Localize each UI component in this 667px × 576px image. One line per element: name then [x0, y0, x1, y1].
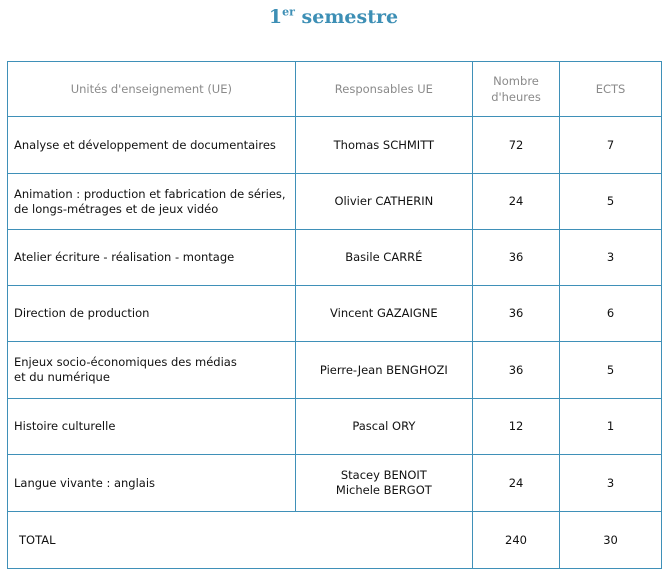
- ue-name-line2: et du numérique: [14, 370, 110, 384]
- ue-name: Enjeux socio-économiques des médias: [14, 355, 237, 369]
- responsable-cell: Pascal ORY: [295, 399, 472, 455]
- heures-cell: 24: [473, 455, 560, 512]
- header-ue: Unités d'enseignement (UE): [8, 62, 296, 117]
- heures-cell: 36: [473, 342, 560, 399]
- ue-name-line2: de longs-métrages et de jeux vidéo: [14, 201, 219, 216]
- heures-cell: 24: [473, 174, 560, 230]
- ue-name: Atelier écriture - réalisation - montage: [14, 250, 235, 264]
- ue-cell: [8, 286, 296, 342]
- title-text: semestre: [294, 6, 399, 28]
- ects-cell: 3: [560, 455, 662, 512]
- ue-name: Direction de production: [14, 306, 150, 320]
- header-heures-line2: d'heures: [491, 90, 541, 104]
- ects-cell: 3: [560, 230, 662, 286]
- table-row: [8, 455, 662, 512]
- table-row: [8, 230, 662, 286]
- ue-cell: [8, 117, 296, 174]
- heures-cell: 72: [473, 117, 560, 174]
- table-row: [8, 342, 662, 399]
- ects-cell: 5: [560, 174, 662, 230]
- ue-cell: [8, 399, 296, 455]
- header-heures-line1: Nombre: [493, 74, 539, 88]
- table-header-row: [8, 62, 662, 117]
- ects-cell: 1: [560, 399, 662, 455]
- table-row: [8, 286, 662, 342]
- responsable-cell: Vincent GAZAIGNE: [295, 286, 472, 342]
- responsable-cell: Thomas SCHMITT: [295, 117, 472, 174]
- ects-cell: 7: [560, 117, 662, 174]
- title-superscript: er: [282, 5, 295, 19]
- table-row: [8, 117, 662, 174]
- total-heures: 240: [473, 512, 560, 569]
- total-ects: 30: [560, 512, 662, 569]
- table-row: [8, 399, 662, 455]
- ue-name: Animation : production et fabrication de séries,: [14, 186, 286, 201]
- heures-cell: 36: [473, 286, 560, 342]
- table-row: [8, 174, 662, 230]
- ue-name: Analyse et développement de documentaires: [14, 137, 276, 152]
- ue-name: Histoire culturelle: [14, 419, 116, 433]
- ue-table: [7, 61, 662, 569]
- header-heures: [473, 62, 560, 117]
- header-ects: ECTS: [560, 62, 662, 117]
- page-title: [0, 6, 667, 28]
- ue-cell: [8, 174, 296, 230]
- ue-cell: [8, 230, 296, 286]
- responsable-cell: Basile CARRÉ: [295, 230, 472, 286]
- ects-cell: 5: [560, 342, 662, 399]
- ue-name: Langue vivante : anglais: [14, 475, 156, 490]
- ects-cell: 6: [560, 286, 662, 342]
- heures-cell: 36: [473, 230, 560, 286]
- responsable-cell: Olivier CATHERIN: [295, 174, 472, 230]
- heures-cell: 12: [473, 399, 560, 455]
- responsable-cell: Pierre-Jean BENGHOZI: [295, 342, 472, 399]
- responsable-name: Stacey BENOIT: [340, 468, 427, 482]
- header-responsables: Responsables UE: [295, 62, 472, 117]
- responsable-name-line2: Michele BERGOT: [335, 483, 432, 497]
- ue-cell: [8, 455, 296, 512]
- total-row: [8, 512, 662, 569]
- total-label: TOTAL: [8, 512, 473, 569]
- ue-cell: [8, 342, 296, 399]
- responsable-cell: [295, 455, 472, 512]
- title-number: 1: [268, 6, 283, 28]
